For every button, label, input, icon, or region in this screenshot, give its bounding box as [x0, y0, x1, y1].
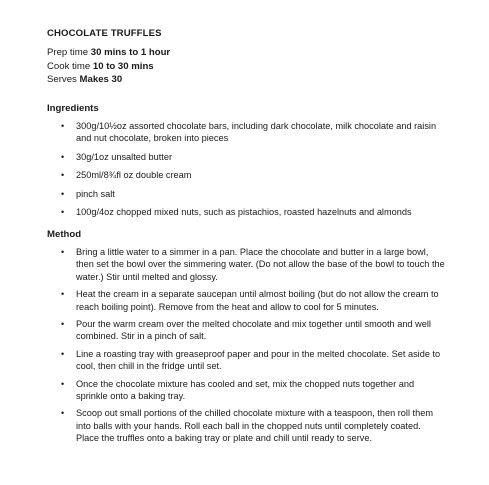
ingredient-item	[60, 188, 445, 200]
bullet-icon: •	[61, 289, 65, 300]
cook-time-label: Cook time	[47, 60, 91, 72]
method-step-text: Scoop out small portions of the chilled chocolate mixture with a teaspoon, then roll them into balls with your hands. Roll each ball in the chopped nuts until completely coated. Place the truffles onto a baking tray or plate and chill until ready to serve.	[76, 408, 433, 444]
prep-time-label: Prep time	[47, 47, 89, 58]
method-step	[60, 318, 445, 343]
method-step	[60, 288, 445, 313]
serves-value: Makes 30	[79, 74, 123, 85]
prep-time-value: 30 mins to 1 hour	[90, 47, 171, 58]
ingredient-text: 250ml/8¾fl oz double cream	[76, 170, 192, 181]
cook-time-value: 10 to 30 mins	[92, 60, 154, 72]
method-heading: Method	[47, 229, 82, 240]
ingredients-list	[60, 120, 445, 224]
bullet-icon: •	[61, 121, 65, 131]
bullet-icon: •	[61, 378, 65, 389]
bullet-icon: •	[61, 408, 65, 419]
ingredient-item	[60, 120, 445, 145]
ingredient-item	[60, 169, 445, 181]
method-step	[60, 407, 445, 444]
ingredient-item	[60, 206, 445, 218]
recipe-meta	[47, 46, 170, 87]
bullet-icon: •	[61, 151, 65, 162]
ingredients-heading: Ingredients	[47, 103, 99, 114]
method-step-text: Line a roasting tray with greaseproof paper and pour in the melted chocolate. Set aside to cool, then chill in the fridge until set.	[76, 348, 441, 372]
ingredient-text: pinch salt	[76, 188, 115, 199]
bullet-icon: •	[61, 170, 65, 181]
bullet-icon: •	[61, 207, 65, 218]
serves-label: Serves	[47, 74, 77, 85]
serves-row	[47, 73, 170, 87]
bullet-icon: •	[61, 319, 65, 330]
method-step	[60, 348, 445, 373]
method-step-text: Pour the warm cream over the melted chocolate and mix together until smooth and well combined. Stir in a pinch of salt.	[76, 319, 431, 342]
method-step	[60, 378, 445, 403]
cook-time-row	[47, 60, 170, 74]
prep-time-row	[47, 46, 170, 60]
method-step-text: Once the chocolate mixture has cooled and set, mix the chopped nuts together and sprinkle onto a baking tray.	[76, 378, 415, 402]
ingredient-item	[60, 151, 445, 163]
bullet-icon: •	[61, 247, 65, 257]
method-list	[60, 246, 445, 450]
method-step-text: Bring a little water to a simmer in a pan. Place the chocolate and butter in a large bowl, then set the bowl over the simmering water. (Do not allow the base of the bowl to touch the water.) Stir until melted and glossy.	[76, 247, 445, 282]
bullet-icon: •	[61, 188, 65, 199]
ingredient-text: 30g/1oz unsalted butter	[76, 151, 173, 162]
method-step	[60, 246, 445, 283]
recipe-title: CHOCOLATE TRUFFLES	[47, 28, 162, 39]
ingredient-text: 300g/10½oz assorted chocolate bars, including dark chocolate, milk chocolate and raisin and nut chocolate, broken into pieces	[76, 121, 437, 144]
bullet-icon: •	[61, 348, 65, 359]
method-step-text: Heat the cream in a separate saucepan until almost boiling (but do not allow the cream to reach boiling point). Remove from the heat and allow to cool for 5 minutes.	[76, 289, 439, 312]
ingredient-text: 100g/4oz chopped mixed nuts, such as pistachios, roasted hazelnuts and almonds	[76, 207, 412, 218]
